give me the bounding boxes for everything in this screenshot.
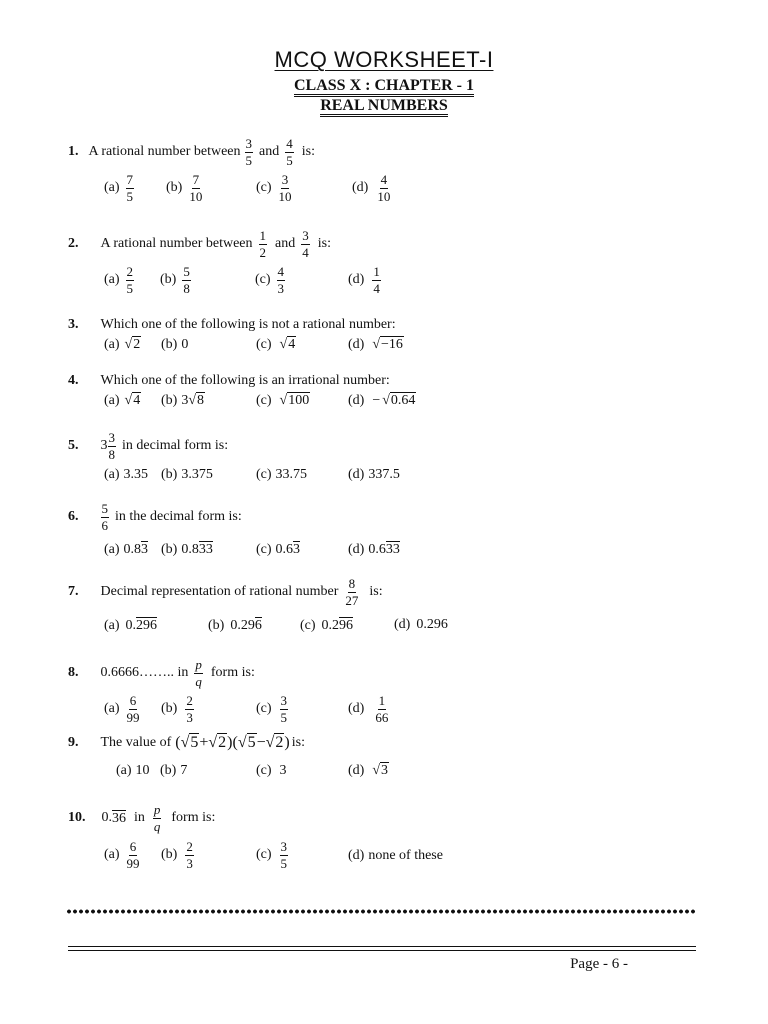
option-a: (a) 10 xyxy=(116,763,150,778)
option-c: (c) 3 xyxy=(256,763,287,778)
option-a: (a) $\frac{2}{5}$ xyxy=(104,264,134,296)
footer-rule xyxy=(68,950,696,951)
class-chapter-heading: CLASS X : CHAPTER - 1 xyxy=(0,77,768,95)
fraction: $\frac{3}{5}$ xyxy=(245,136,253,168)
option-d: (d) $\frac{4}{10}$ xyxy=(352,172,391,204)
option-c: (c) 33.75 xyxy=(256,467,308,482)
question-text: Decimal representation of rational number xyxy=(100,584,339,600)
option-b: (b) 0.8 33 xyxy=(161,541,213,557)
dotted-separator xyxy=(66,909,696,914)
option-b: (b) 3 √8 xyxy=(161,393,205,408)
option-d: (d) √3 xyxy=(348,763,389,778)
option-c: (c) $\frac{3}{5}$ xyxy=(256,839,288,871)
option-a: (a) 3.35 xyxy=(104,467,149,482)
option-a: (a) √4 xyxy=(104,393,141,408)
fraction: $\frac{3}{8}$ xyxy=(108,430,115,462)
option-a: (a) 0. 296 xyxy=(104,617,158,633)
question-text: in decimal form is: xyxy=(122,438,229,454)
footer-rule xyxy=(68,946,696,947)
option-d: (d) √−16 xyxy=(348,337,403,352)
question-number: 1. xyxy=(68,144,79,160)
question-text: A rational number between xyxy=(100,236,253,252)
page-number: Page - 6 - xyxy=(570,956,628,972)
option-d: (d) $\frac{1}{66}$ xyxy=(348,693,389,725)
option-a: (a) $\frac{6}{99}$ xyxy=(104,839,140,871)
question-number: 5. xyxy=(68,438,79,454)
question-number: 8. xyxy=(68,665,79,681)
topic-heading: REAL NUMBERS xyxy=(0,97,768,115)
question-text: in xyxy=(134,810,145,826)
option-b: (b) 0.29 6 xyxy=(208,617,262,633)
fraction: $\frac{3}{4}$ xyxy=(302,228,309,260)
question-number: 9. xyxy=(68,735,79,750)
option-c: (c) $\frac{4}{3}$ xyxy=(255,264,285,296)
option-b: (b) $\frac{2}{3}$ xyxy=(161,839,193,871)
question-number: 6. xyxy=(68,509,79,525)
option-c: (c) √100 xyxy=(256,393,310,408)
option-b: (b) $\frac{7}{10}$ xyxy=(166,172,203,204)
option-a: (a) √2 xyxy=(104,337,141,352)
worksheet-title xyxy=(0,47,768,73)
option-d: (d) $\frac{1}{4}$ xyxy=(348,264,380,296)
option-a: (a) $\frac{7}{5}$ xyxy=(104,172,134,204)
question-number: 7. xyxy=(68,584,79,600)
option-b: (b) 7 xyxy=(160,763,188,778)
question-text: Which one of the following is an irrational number: xyxy=(100,373,390,388)
fraction: $\frac{8}{27}$ xyxy=(345,576,359,608)
option-b: (b) $\frac{5}{8}$ xyxy=(160,264,190,296)
option-d: (d) 337.5 xyxy=(348,467,400,482)
question-text: A rational number between xyxy=(88,144,241,160)
question-number: 4. xyxy=(68,373,79,388)
question-text: 0.6666…….. in xyxy=(100,665,189,681)
fraction: $\frac{4}{5}$ xyxy=(286,136,293,168)
question-number: 10. xyxy=(68,810,86,826)
option-c: (c) √4 xyxy=(256,337,296,352)
option-d: (d) none of these xyxy=(348,848,443,863)
fraction: $\frac{p}{q}$ xyxy=(153,802,161,834)
expression: (√5+√2)(√5−√2) xyxy=(175,734,290,751)
fraction: $\frac{p}{q}$ xyxy=(195,657,202,689)
option-d: (d) 0.6 33 xyxy=(348,541,400,557)
option-a: (a) 0.8 3 xyxy=(104,541,149,557)
fraction: $\frac{5}{6}$ xyxy=(101,501,108,533)
option-a: (a) $\frac{6}{99}$ xyxy=(104,693,140,725)
question-number: 3. xyxy=(68,317,79,332)
fraction: $\frac{1}{2}$ xyxy=(259,228,267,260)
question-number: 2. xyxy=(68,236,79,252)
question-text: The value of xyxy=(100,735,172,750)
option-b: (b) $\frac{2}{3}$ xyxy=(161,693,193,725)
question-text: in the decimal form is: xyxy=(115,509,242,525)
option-c: (c) 0.6 3 xyxy=(256,541,301,557)
option-d: (d) − √0.64 xyxy=(348,393,416,408)
option-b: (b) 3.375 xyxy=(161,467,213,482)
option-c: (c) 0.2 96 xyxy=(300,617,354,633)
question-text: Which one of the following is not a rational number: xyxy=(100,317,396,332)
option-b: (b) 0 xyxy=(161,337,189,352)
worksheet-title-text: MCQ WORKSHEET-I xyxy=(274,47,494,72)
option-c: (c) $\frac{3}{5}$ xyxy=(256,693,288,725)
option-d: (d) 0.296 xyxy=(394,617,448,632)
option-c: (c) $\frac{3}{10}$ xyxy=(256,172,292,204)
